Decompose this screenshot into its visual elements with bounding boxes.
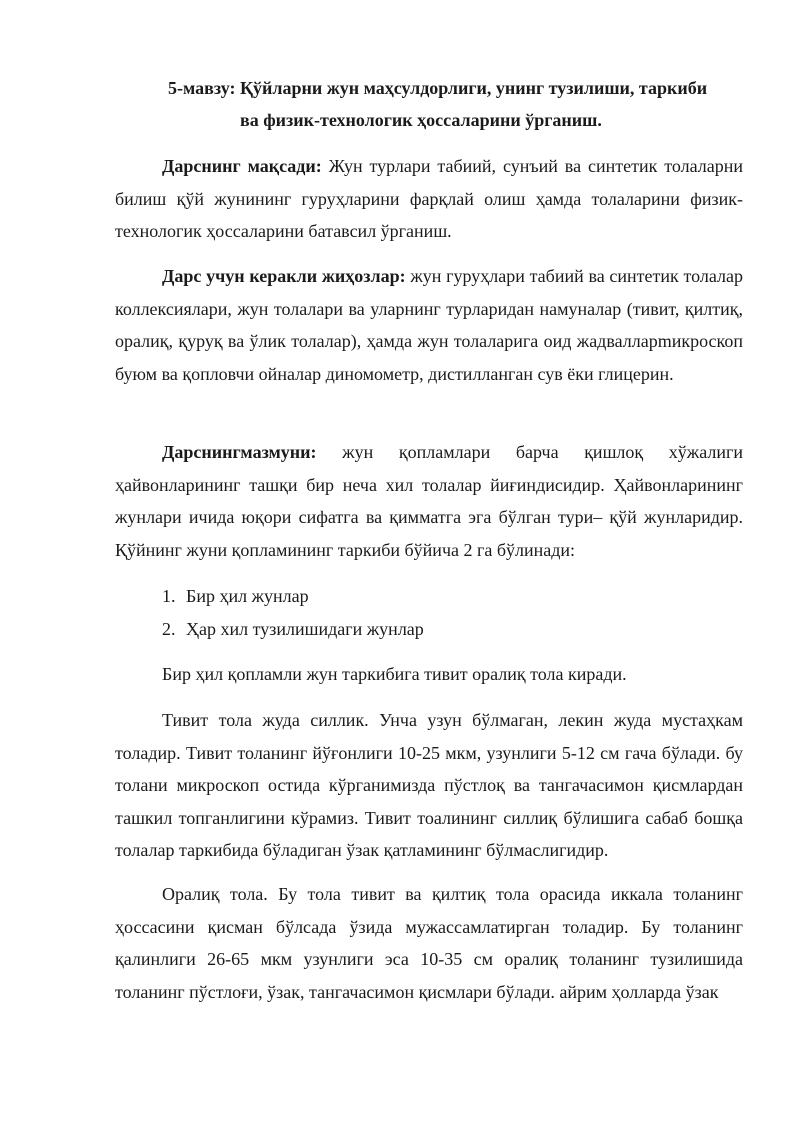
- lesson-title-line-2: ва физик-технологик ҳоссаларини ўрганиш.: [240, 110, 602, 130]
- content-text: жун қопламлари барча қишлоқ хўжалиги ҳайвонларининг ташқи бир неча хил толалар йиғиндисидир. Ҳайвонларининг жунлари ичида юқори сифатга ва қимматга эга бўлган тури– қўй жунларидир. Қўйнинг жуни қопламининг таркиби бўйича 2 га бўлинади:: [115, 442, 743, 560]
- list-item: [162, 580, 424, 613]
- tivit-fiber-paragraph: Тивит тола жуда силлик. Унча узун бўлмаган, лекин жуда мустаҳкам толадир. Тивит толанинг йўғонлиги 10-25 мкм, узунлиги 5-12 см гача бўлади. бу толани микроскоп остида кўрганимизда пўстлоқ ва тангачасимон қисмлардан ташкил топганлигини кўрамиз. Тивит тоалининг силлиқ бўлишига сабаб бошқа толалар таркибида бўладиган ўзак қатламининг бўлмаслигидир.: [115, 710, 743, 861]
- purpose-text: Жун турлари табиий, сунъий ва синтетик толаларни билиш қўй жунининг гуруҳларини фарқлай олиш ҳамда толаларини физик-технологик ҳоссаларини батавсил ўрганиш.: [115, 156, 743, 242]
- list-item-text: Ҳар хил тузилишидаги жунлар: [186, 619, 424, 639]
- list-item-number: 1.: [162, 586, 176, 606]
- equipment-text: жун гуруҳлари табиий ва синтетик толалар коллексиялари, жун толалари ва уларнинг турларидан намуналар (тивит, қилтиқ, оралиқ, қуруқ ва ўлик толалар), ҳамда жун толаларига оид жадвалларmикроскоп буюм ва қопловчи ойналар диномометр, дистилланган сув ёки глицерин.: [115, 266, 743, 384]
- equipment-paragraph: [115, 260, 743, 390]
- list-item-number: 2.: [162, 619, 176, 639]
- intermediate-fiber-paragraph: Оралиқ тола. Бу тола тивит ва қилтиқ тола орасида иккала толанинг ҳоссасини қисман бўлсада ўзида мужассамлатирган толадир. Бу толанинг қалинлиги 26-65 мкм узунлиги эса 10-35 см оралиқ толанинг тузилишида толанинг пўстлоғи, ўзак, тангачасимон қисмлари бўлади. айрим ҳолларда ўзак: [115, 884, 743, 1002]
- list-item-text: Бир ҳил жунлар: [186, 586, 309, 606]
- equipment-label: Дарс учун керакли жиҳозлар:: [162, 266, 406, 286]
- wool-types-list: [162, 580, 424, 646]
- purpose-label: Дарснинг мақсади:: [162, 156, 322, 176]
- uniform-wool-paragraph: Бир ҳил қопламли жун таркибига тивит оралиқ тола киради.: [162, 664, 627, 684]
- lesson-title-line-1: 5-мавзу: Қўйларни жун маҳсулдорлиги, унинг тузилиши, таркиби: [168, 78, 708, 98]
- list-item: [162, 613, 424, 646]
- content-label: Дарснингмазмуни:: [162, 442, 317, 462]
- content-paragraph: [115, 436, 743, 566]
- purpose-paragraph: [115, 150, 743, 248]
